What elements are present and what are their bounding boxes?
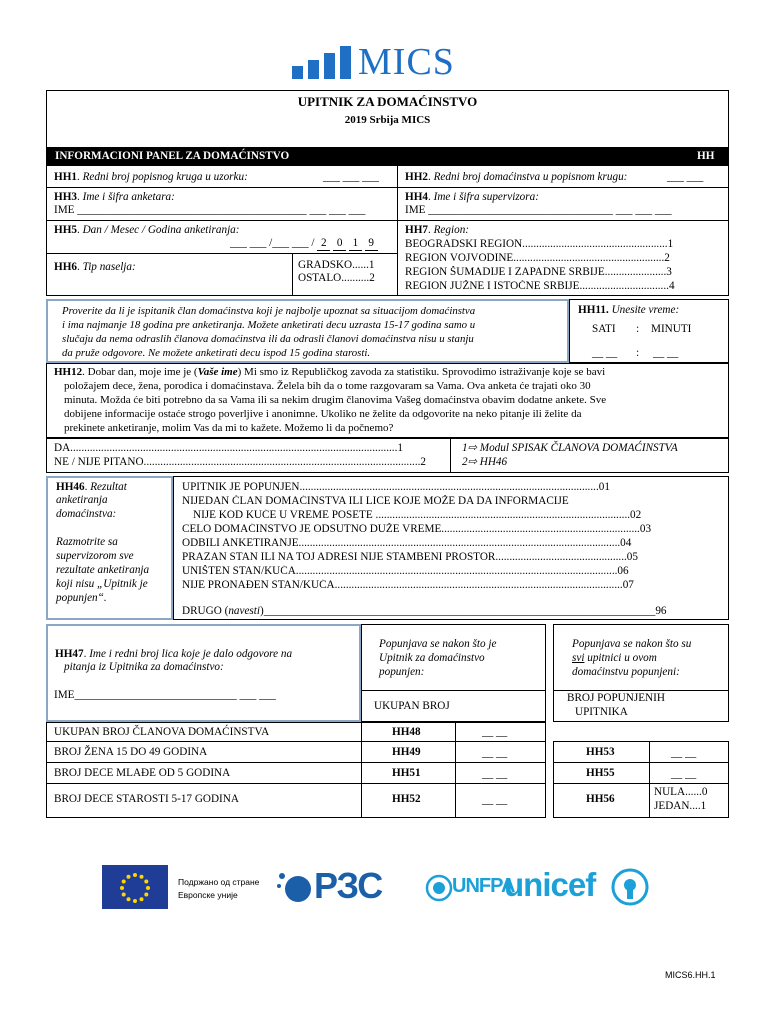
right-header: BROJ POPUNJENIH xyxy=(567,692,665,704)
hh12-intro: HH12. Dobar dan, moje ime je (Vaše ime) Mi smo iz Republičkog zavoda za statistiku. Sprovodimo istraživanje koje se bavi xyxy=(54,366,606,378)
year-digit: 9 xyxy=(365,237,378,251)
count-code: HH48 xyxy=(392,726,421,738)
rzs-logo-text: РЗС xyxy=(314,865,383,906)
hh7-option[interactable]: REGION VOJVODINE......................................................2 xyxy=(405,252,670,264)
hh46-question: HH46. Rezultat xyxy=(56,481,127,493)
count-code: HH51 xyxy=(392,767,421,779)
mics-logo xyxy=(292,41,467,83)
eu-support-text: Европске уније xyxy=(178,890,238,900)
instruction-line: slučaju da nema odraslih članova domaćinstva ili da odrasli članovi domaćinstva nisu u stanju xyxy=(62,333,474,345)
hh3-question: HH3. Ime i šifra anketara: xyxy=(54,191,175,203)
count-input[interactable]: __ __ xyxy=(482,726,508,738)
mics-logo-text: MICS xyxy=(358,41,455,83)
hh12-text: položajem dece, žena, porodica i domaćinstava. Želela bih da o tome razgovaram sa Vama. Ova anketa će trajati oko 30 xyxy=(64,380,591,392)
count-input[interactable]: __ __ xyxy=(482,794,508,806)
hh11-question: HH11. Unesite vreme: xyxy=(578,304,680,316)
rzs-dots-icon xyxy=(276,868,316,908)
unicef-emblem-icon xyxy=(610,867,650,907)
hh6-option-other[interactable]: OSTALO..........2 xyxy=(298,272,375,284)
consent-no-option[interactable]: NE / NIJE PITANO...................................................................................................2 xyxy=(54,456,427,468)
hh11-colon: : xyxy=(636,323,640,335)
hh7-option[interactable]: REGION JUŽNE I ISTOČNE SRBIJE................................4 xyxy=(405,280,675,292)
hh1-question: HH1. Redni broj popisnog kruga u uzorku: xyxy=(54,171,248,183)
hh11-colon: : xyxy=(636,347,640,359)
count-code: HH55 xyxy=(586,767,615,779)
count-code: HH56 xyxy=(586,793,615,805)
hh5-date-input[interactable]: ___ ___ /___ ___ / 2 0 1 9 xyxy=(230,237,378,251)
right-note: Popunjava se nakon što su xyxy=(572,638,692,650)
hh46-note: Razmotrite sa xyxy=(56,536,118,548)
consent-no-skip: 2⇨ HH46 xyxy=(462,456,508,468)
instruction-line: da pruže odgovore. Ne možete anketirati decu ispod 15 godina starosti. xyxy=(62,347,371,359)
hh3-input[interactable]: IME _________________________________________ ___ ___ ___ xyxy=(54,204,366,216)
hh46-note: rezultate anketiranja xyxy=(56,564,150,576)
hh7-option[interactable]: REGION ŠUMADIJE I ZAPADNE SRBIJE......................3 xyxy=(405,266,672,278)
right-header: UPITNIKA xyxy=(575,706,628,718)
count-code: HH53 xyxy=(586,746,615,758)
mid-note: Upitnik za domaćinstvo xyxy=(379,652,485,664)
count-option[interactable]: NULA......0 xyxy=(654,786,708,798)
hh46-label: domaćinstva: xyxy=(56,508,117,520)
mid-note: Popunjava se nakon što je xyxy=(379,638,497,650)
count-input[interactable]: __ __ xyxy=(671,747,697,759)
unfpa-logo xyxy=(424,873,515,903)
hh2-question: HH2. Redni broj domaćinstva u popisnom krugu: xyxy=(405,171,628,183)
count-input[interactable]: __ __ xyxy=(482,747,508,759)
hh12-text: prekinete anketiranje, molim Vas da mi to kažete. Možemo li da počnemo? xyxy=(64,422,394,434)
hh46-option[interactable]: CELO DOMAĆINSTVO JE ODSUTNO DUŽE VREME.......................................................................03 xyxy=(182,523,652,535)
hh46-other-option[interactable]: DRUGO (navesti)______________________________________________________________________96 xyxy=(182,605,667,617)
hh46-option[interactable]: PRAZAN STAN ILI NA TOJ ADRESI NIJE STAMBENI PROSTOR...............................................05 xyxy=(182,551,638,563)
count-code: HH52 xyxy=(392,793,421,805)
hh1-input[interactable]: ___ ___ ___ xyxy=(323,171,379,183)
hh47-question: HH47. Ime i redni broj lica koje je dalo odgovore na xyxy=(55,648,293,660)
form-subtitle: 2019 Srbija MICS xyxy=(344,114,431,126)
count-label: BROJ DECE STAROSTI 5-17 GODINA xyxy=(54,793,239,805)
right-note: domaćinstvu popunjeni: xyxy=(572,666,680,678)
mid-note: popunjen: xyxy=(379,666,425,678)
year-digit: 1 xyxy=(349,237,362,251)
year-digit: 2 xyxy=(317,237,330,251)
right-note: svi upitnici u ovom xyxy=(572,652,657,664)
hh46-option[interactable]: ODBILI ANKETIRANJE...................................................................................................................04 xyxy=(182,537,632,549)
eu-stars-icon xyxy=(102,865,168,909)
hh5-question: HH5. Dan / Mesec / Godina anketiranja: xyxy=(54,224,240,236)
hh4-question: HH4. Ime i šifra supervizora: xyxy=(405,191,539,203)
hh7-option[interactable]: BEOGRADSKI REGION....................................................1 xyxy=(405,238,674,250)
hh12-text: minuta. Možda će biti potrebno da sa Vama ili sa nekim drugim članovima Vašeg domaćinstva obavim dodatne ankete. Sve xyxy=(64,394,607,406)
count-option[interactable]: JEDAN....1 xyxy=(654,800,707,812)
mid-header: UKUPAN BROJ xyxy=(374,700,450,712)
instruction-line: Proverite da li je ispitanik član domaćinstva koji je najbolje upoznat sa situacijom domaćinstva xyxy=(62,305,476,317)
hh46-option[interactable]: NIJE KOD KUĆE U VREME POSETE ...........................................................................................02 xyxy=(193,509,642,521)
hh6-option-urban[interactable]: GRADSKO......1 xyxy=(298,259,375,271)
hh46-option[interactable]: UNIŠTEN STAN/KUĆA...................................................................................................................06 xyxy=(182,565,629,577)
form-code: MICS6.HH.1 xyxy=(665,970,716,980)
hh11-hours-input[interactable]: __ __ xyxy=(592,347,618,359)
hh7-question: HH7. Region: xyxy=(405,224,470,236)
hh46-note: koji nisu „Upitnik je xyxy=(56,578,148,590)
hh46-option: NIJEDAN ČLAN DOMAĆINSTVA ILI LICE KOJE MOŽE DA DA INFORMACIJE xyxy=(182,495,569,507)
eu-flag-icon xyxy=(102,865,168,909)
hh47-label: pitanja iz Upitnika za domaćinstvo: xyxy=(64,661,224,673)
count-label: BROJ DECE MLAĐE OD 5 GODINA xyxy=(54,767,231,779)
hh11-minutes-input[interactable]: __ __ xyxy=(653,347,679,359)
mics-bars-icon xyxy=(292,44,354,80)
hh12-text: dobijene informacije ostaće strogo poverljive i anonimne. Ukoliko ne želite da odgovorite na neko pitanje ili želite da xyxy=(64,408,582,420)
eu-support-text: Подржано од стране xyxy=(178,877,260,887)
hh47-input[interactable]: IME_____________________________ ___ ___ xyxy=(54,689,276,701)
hh46-option[interactable]: UPITNIK JE POPUNJEN...........................................................................................................01 xyxy=(182,481,610,493)
hh11-hours-label: SATI xyxy=(592,323,616,335)
hh2-input[interactable]: ___ ___ xyxy=(667,171,704,183)
un-emblem-icon xyxy=(424,873,454,903)
hh4-input[interactable]: IME _________________________________ ___ ___ ___ xyxy=(405,204,672,216)
unicef-logo xyxy=(504,864,654,910)
unfpa-logo-text: UNFPA xyxy=(452,875,515,897)
hh46-label: anketiranja xyxy=(56,494,108,506)
hh46-note: supervizorom sve xyxy=(56,550,134,562)
form-title: UPITNIK ZA DOMAĆINSTVO xyxy=(297,94,478,109)
count-input[interactable]: __ __ xyxy=(482,768,508,780)
year-digit: 0 xyxy=(333,237,346,251)
hh11-minutes-label: MINUTI xyxy=(651,323,692,335)
count-input[interactable]: __ __ xyxy=(671,768,697,780)
consent-yes-skip: 1⇨ Modul SPISAK ČLANOVA DOMAĆINSTVA xyxy=(462,442,678,454)
panel-header-title: INFORMACIONI PANEL ZA DOMAĆINSTVO xyxy=(55,150,290,162)
count-label: BROJ ŽENA 15 DO 49 GODINA xyxy=(54,746,208,758)
hh46-note: popunjen“. xyxy=(56,592,107,604)
count-label: UKUPAN BROJ ČLANOVA DOMAĆINSTVA xyxy=(54,726,270,738)
hh46-option[interactable]: NIJE PRONAĐEN STAN/KUĆA.......................................................................................................07 xyxy=(182,579,634,591)
hh6-question: HH6. Tip naselja: xyxy=(54,261,136,273)
count-code: HH49 xyxy=(392,746,421,758)
instruction-line: i ima najmanje 18 godina pre anketiranja. Možete anketirati decu uzrasta 15-17 godina samo u xyxy=(62,319,476,331)
rzs-logo xyxy=(276,865,416,908)
consent-yes-option[interactable]: DA.....................................................................................................................1 xyxy=(54,442,403,454)
unicef-logo-text: unicef xyxy=(504,866,596,903)
panel-header-code: HH xyxy=(697,150,715,162)
